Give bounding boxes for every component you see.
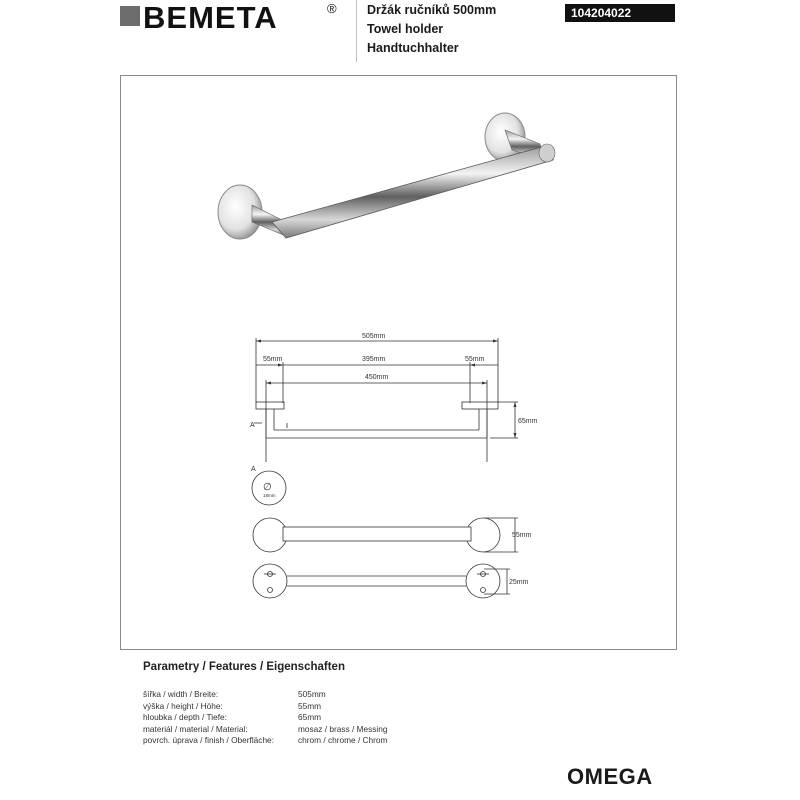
feature-row <box>143 735 563 747</box>
feature-label: hloubka / depth / Tiefe: <box>143 712 227 722</box>
feature-label: výška / height / Höhe: <box>143 700 223 711</box>
feature-row <box>143 701 563 713</box>
features-section <box>143 661 563 747</box>
bar-end-cap <box>539 144 555 162</box>
dim-left-offset: 55mm <box>263 356 283 363</box>
feature-row <box>143 724 563 736</box>
towel-bar <box>272 146 554 238</box>
section-label: A <box>251 466 256 473</box>
features-title: Parametry / Features / Eigenschaften <box>143 661 345 673</box>
dim-right-offset: 55mm <box>465 356 485 363</box>
diameter-value: 18mm <box>263 493 276 498</box>
dim-height: 55mm <box>512 532 532 539</box>
dim-middle-span: 395mm <box>362 356 386 363</box>
section-marker: A <box>250 422 255 429</box>
dim-total-width: 505mm <box>362 333 386 340</box>
title-german: Handtuchhalter <box>367 41 459 55</box>
dim-depth: 65mm <box>518 418 538 425</box>
registered-mark: ® <box>327 1 337 16</box>
title-czech: Držák ručníků 500mm <box>367 3 497 17</box>
rear-view <box>253 564 510 598</box>
section-detail <box>251 466 286 505</box>
feature-label: povrch. úprava / finish / Oberfläche: <box>143 735 274 745</box>
diameter-symbol: ∅ <box>263 482 272 493</box>
top-view <box>253 518 518 552</box>
product-photo <box>218 113 555 239</box>
dimension-arrows <box>256 340 517 439</box>
feature-label: šířka / width / Breite: <box>143 689 219 699</box>
feature-value: chrom / chrome / Chrom <box>298 735 388 745</box>
brand-logo: BEMETA <box>143 0 278 35</box>
feature-value: 505mm <box>298 689 326 699</box>
feature-row <box>143 712 563 724</box>
feature-value: 55mm <box>298 700 322 711</box>
product-code-badge: 104204022 <box>565 4 675 22</box>
product-series-name: OMEGA <box>567 764 653 789</box>
title-english: Towel holder <box>367 22 444 36</box>
feature-value: mosaz / brass / Messing <box>298 723 388 734</box>
feature-row <box>143 689 563 701</box>
feature-value: 65mm <box>298 712 322 722</box>
feature-label: materiál / material / Material: <box>143 723 248 734</box>
dim-bottom: 25mm <box>509 579 529 586</box>
dim-inner-span: 450mm <box>365 374 389 381</box>
